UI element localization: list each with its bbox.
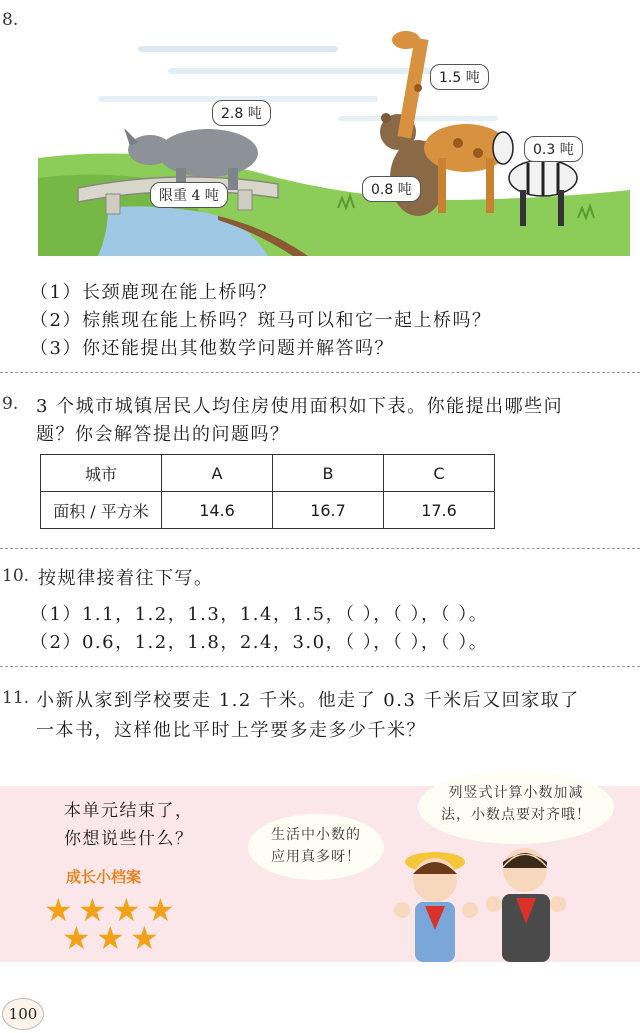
table-cell: A [162, 455, 273, 492]
table-cell: 17.6 [384, 492, 495, 529]
star-icon: ★ [112, 891, 141, 929]
table-cell: 14.6 [162, 492, 273, 529]
question-number-10: 10. [2, 566, 30, 586]
question-number-11: 11. [2, 688, 30, 708]
star-icon: ★ [78, 891, 107, 929]
children-illustration [380, 840, 580, 962]
growth-record-badge: 成长小档案 [66, 868, 142, 886]
table-row [41, 492, 495, 529]
q10-item-1: （1）1.1，1.2，1.3，1.4，1.5，（ ），（ ），（ ）。 [30, 604, 489, 625]
animals-bridge-illustration [38, 8, 630, 256]
divider [0, 548, 640, 549]
table-cell: 面积 / 平方米 [41, 492, 162, 529]
table-row [41, 455, 495, 492]
girl-bubble-line-2: 应用真多呀！ [271, 849, 361, 865]
star-icon: ★ [130, 919, 159, 957]
bear-weight-label: 0.8 吨 [362, 176, 421, 202]
q9-line-2: 题？你会解答提出的问题吗？ [36, 424, 290, 445]
boy-speech-bubble [418, 770, 614, 844]
table-cell: B [273, 455, 384, 492]
giraffe-weight-label: 1.5 吨 [430, 64, 489, 90]
divider [0, 372, 640, 373]
girl-speech-bubble [248, 814, 384, 880]
star-icon: ★ [62, 919, 91, 957]
page-number: 100 [2, 998, 44, 1030]
divider [0, 666, 640, 667]
q10-item-2: （2）0.6，1.2，1.8，2.4，3.0，（ ），（ ），（ ）。 [30, 632, 489, 653]
q9-line-1: 3 个城市城镇居民人均住房使用面积如下表。你能提出哪些问 [36, 396, 564, 417]
boy-bubble-line-1: 列竖式计算小数加减 [448, 785, 584, 801]
summary-prompt-line-1: 本单元结束了， [64, 801, 194, 821]
zebra-weight-label: 0.3 吨 [524, 136, 583, 162]
question-number-8: 8. [2, 10, 19, 30]
q10-title: 按规律接着往下写。 [38, 568, 214, 589]
rhino-weight-label: 2.8 吨 [212, 100, 271, 126]
table-cell: 16.7 [273, 492, 384, 529]
housing-area-table [40, 454, 495, 529]
q8-item-2: （2）棕熊现在能上桥吗？斑马可以和它一起上桥吗？ [30, 310, 492, 331]
table-cell: 城市 [41, 455, 162, 492]
scene-drawing [38, 8, 630, 256]
boy-bubble-line-2: 法，小数点要对齐哦！ [441, 807, 591, 823]
bridge-limit-sign: 限重 4 吨 [150, 182, 228, 208]
q11-line-1: 小新从家到学校要走 1.2 千米。他走了 0.3 千米后又回家取了 [36, 690, 580, 711]
q8-item-3: （3）你还能提出其他数学问题并解答吗？ [30, 338, 394, 359]
star-icon: ★ [44, 891, 73, 929]
star-icon: ★ [96, 919, 125, 957]
summary-prompt-line-2: 你想说些什么？ [64, 829, 194, 849]
q11-line-2: 一本书，这样他比平时上学要多走多少千米？ [36, 720, 426, 741]
star-icon: ★ [146, 891, 175, 929]
question-number-9: 9. [2, 394, 19, 414]
table-cell: C [384, 455, 495, 492]
girl-bubble-line-1: 生活中小数的 [271, 827, 361, 843]
q8-item-1: （1）长颈鹿现在能上桥吗？ [30, 282, 277, 303]
